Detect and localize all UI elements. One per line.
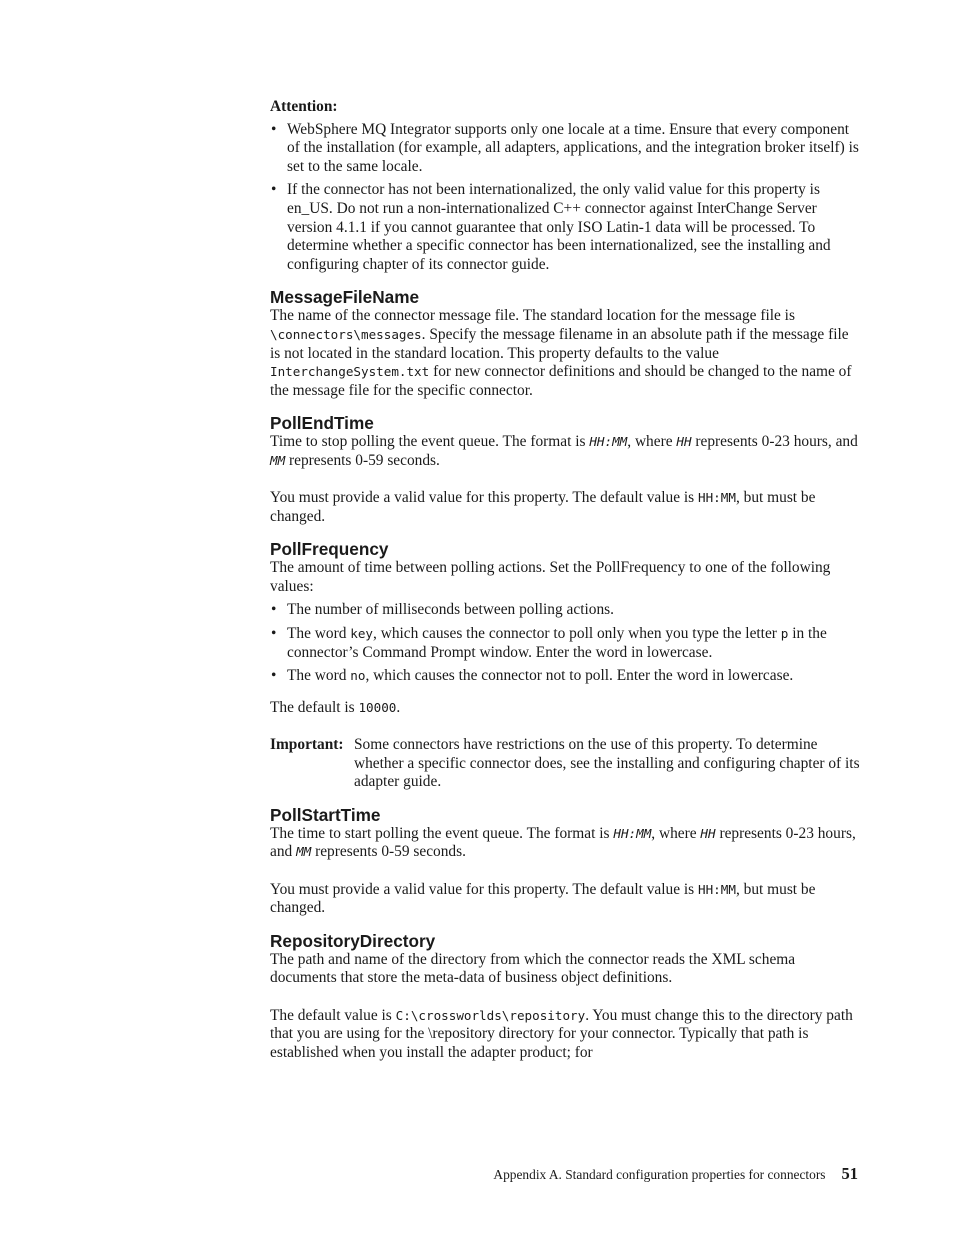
pollfrequency-item: • The number of milliseconds between polling actions. xyxy=(270,601,860,620)
important-note xyxy=(270,736,860,792)
pollfrequency-item: • The word no, which causes the connector not to poll. Enter the word in lowercase. xyxy=(270,667,860,686)
important-label: Important: xyxy=(270,736,344,754)
pollendtime-paragraph-1: Time to stop polling the event queue. The format is HH:MM, where HH represents 0-23 hours, and MM represents 0-59 seconds. xyxy=(270,433,858,469)
heading-pollfrequency: PollFrequency xyxy=(270,539,389,560)
pollstarttime-paragraph-1: The time to start polling the event queue. The format is HH:MM, where HH represents 0-23 hours, and MM represents 0-59 seconds. xyxy=(270,824,856,861)
page-number: 51 xyxy=(841,1164,858,1183)
heading-messagefilename: MessageFileName xyxy=(270,287,420,308)
pollendtime-paragraph-2: You must provide a valid value for this property. The default value is HH:MM, but must be changed. xyxy=(270,489,816,525)
heading-pollstarttime: PollStartTime xyxy=(270,804,381,825)
pollfrequency-item: • The word key, which causes the connector to poll only when you type the letter p in the connector’s Command Prompt window. Enter the word in lowercase. xyxy=(270,625,860,662)
repositorydirectory-paragraph-1: The path and name of the directory from which the connector reads the XML schema documents that store the meta-data of business object definitions. xyxy=(270,950,796,987)
attention-label: Attention: xyxy=(270,98,338,115)
attention-list xyxy=(270,121,860,275)
heading-repositorydirectory: RepositoryDirectory xyxy=(270,930,436,951)
pollstarttime-paragraph-2: You must provide a valid value for this property. The default value is HH:MM, but must be changed. xyxy=(270,880,816,917)
pollfrequency-default: The default is 10000. xyxy=(270,698,401,716)
page-footer xyxy=(0,1164,858,1184)
document-body xyxy=(270,98,860,1062)
attention-item: • WebSphere MQ Integrator supports only one locale at a time. Ensure that every component of the installation (for example, all adapters, applications, and the integration broker itself) is set to the same locale. xyxy=(270,121,860,177)
pollfrequency-list xyxy=(270,601,860,685)
attention-item: • If the connector has not been internationalized, the only valid value for this property is en_US. Do not run a non-internationalized C++ connector against InterChange Server version 4.1.1 if you cannot guarantee that only ISO Latin-1 data will be processed. To determine whether a specific connector has been internationalized, see the installing and configuring chapter of its connector guide. xyxy=(270,181,860,274)
footer-text: Appendix A. Standard configuration properties for connectors xyxy=(493,1167,826,1182)
important-text: Some connectors have restrictions on the use of this property. To determine whether a specific connector does, see the installing and configuring chapter of its adapter guide. xyxy=(354,736,860,791)
messagefilename-paragraph: The name of the connector message file. The standard location for the message file is \connectors\messages. Specify the message filename in an absolute path if the message file is not located in the standard location. This property defaults to the value InterchangeSystem.txt for new connector definitions and should be changed to the name of the message file for the specific connector. xyxy=(270,307,852,399)
repositorydirectory-paragraph-2: The default value is C:\crossworlds\repository. You must change this to the directory path that you are using for the \repository directory for your connector. Typically that path is established when you install the adapter product; for xyxy=(270,1006,853,1061)
pollfrequency-intro: The amount of time between polling actions. Set the PollFrequency to one of the following values: xyxy=(270,559,831,595)
heading-pollendtime: PollEndTime xyxy=(270,413,374,434)
